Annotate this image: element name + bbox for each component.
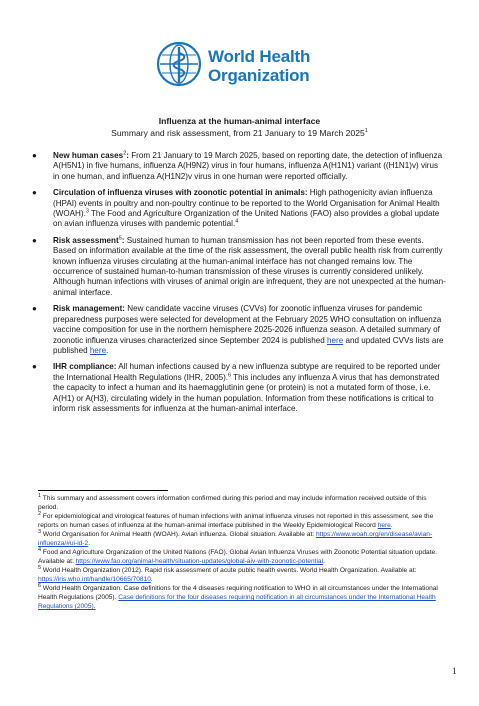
footnote-ref: 6 (228, 372, 232, 379)
footnote-ref: 5 (118, 235, 122, 242)
footnote-ref: 2 (123, 150, 127, 157)
footnote-ref: 3 (85, 208, 89, 215)
document-subtitle: Summary and risk assessment, from 21 January to 19 March 2025$^1$ (111, 128, 368, 138)
page-number: 1 (452, 666, 457, 676)
bullet-text: All human infections caused by a new influenza subtype are required to be reported under the International Health Regulations (IHR, 2005). (53, 362, 441, 382)
bullet-icon: ● (32, 304, 37, 314)
bullet-text: Sustained human to human transmission has not been reported from these events. Based on information available at the time of the risk assessment, the overall public health risk from currently known influenza viruses circulating at the human-animal interface has not changed remains low. The occurrence of sustained human-to-human transmission of these viruses is currently considered unlikely. Although human infections with viruses of animal origin are infrequent, they are not unexpected at the human-animal interface. (53, 235, 446, 297)
bullet-text: From 21 January to 19 March 2025, based on reporting date, the detection of influenza A(H5N1) in five humans, influenza A(H9N2) virus in four humans, influenza A(H1N1) variant ((H1N1)v) virus in one human, and influenza A(H1N2)v virus in one human were reported officially. (53, 151, 443, 181)
bullet-new-human-cases: ● New human cases$^2$: From 21 January to 19 March 2025, based on reporting date, the detection of influenza A(H5N1) in five humans, influenza A(H9N2) virus in four humans, influenza A(H1N1) variant ((H1N1)v) virus in one human, and influenza A(H1N2)v virus in one human were reported officially. (32, 150, 443, 181)
footnote-3: $^3$ World Organisation for Animal Health (WOAH). Avian influenza. Global situation. Available at: https://www.woah.org/en/disease/avian-influenza/#ui-id-2. (38, 529, 433, 547)
bullet-label: Risk management: (53, 304, 125, 314)
bullet-label: Circulation of influenza viruses with zoonotic potential in animals: (53, 188, 308, 198)
footnote-ref: 4 (235, 218, 239, 225)
bullet-risk-assessment: ● Risk assessment$^5$: Sustained human to human transmission has not been reported from these events. Based on information available at the time of the risk assessment, the overall public health risk from currently known influenza viruses circulating at the human-animal interface has not changed remains low. The occurrence of sustained human-to-human transmission of these viruses is currently considered unlikely. Although human infections with viruses of animal origin are infrequent, they are not unexpected at the human-animal interface. (32, 235, 446, 297)
bullet-icon: ● (32, 362, 37, 372)
footnotes (38, 492, 448, 612)
document-title: Influenza at the human-animal interface (158, 116, 321, 126)
bullet-text: High pathogenicity avian influenza (HPAI) events in poultry and non-poultry continue to be reported to the World Organisation for Animal Health (WOAH). (53, 188, 440, 219)
footnote-2: $^2$ For epidemiological and virological features of human infections with animal influenza viruses not reported in this assessment, see the reports on human cases of influenza at the human-animal interface published in the Weekly Epidemiological Record here. (38, 510, 434, 529)
cvv-list-link[interactable]: here (89, 345, 107, 355)
fao-link[interactable]: https://www.fao.org/animal-health/situation-updates/global-aiv-with-zoonotic-potential (75, 558, 324, 566)
bullet-label: Risk assessment (53, 235, 119, 245)
bullet-icon: ● (32, 151, 37, 160)
woah-link[interactable]: https://www.woah.org/en/disease/avian-influenza/#ui-id-2 (38, 531, 433, 547)
iris-link[interactable]: https://iris.who.int/handle/10665/70810 (38, 576, 151, 584)
who-emblem-icon (156, 41, 202, 92)
who-wordmark: World Health Organization (208, 47, 311, 85)
footnote-6: $^6$ World Health Organization. Case definitions for the 4 diseases requiring notification to WHO in all circumstances under the International Health Regulations (2005). Case definitions for the four diseases requiring notification in all circumstances under the International Health Regulations (2005). (38, 583, 438, 611)
bullet-icon: ● (32, 235, 37, 245)
wer-link[interactable]: here (377, 521, 391, 529)
footnote-4: $^4$ Food and Agriculture Organization of the United Nations (FAO). Global Avian Influenza Viruses with Zoonotic Potential situation update. Available at: https://www.fao.org/animal-health/situation-updates/global-aiv-with-zoonotic-potential. (38, 547, 438, 566)
who-logo (156, 40, 336, 92)
bullet-ihr-compliance: ● IHR compliance: All human infections caused by a new influenza subtype are required to be reported under the International Health Regulations (IHR, 2005).$^6$ This includes any influenza A virus that has demonstrated the capacity to infect a human and its haemagglutinin gene (or protein) is not a mutated form of those, i.e. A(H1) or A(H3), circulating widely in the human population. Information from these notifications is critical to inform risk assessments for influenza at the human-animal interface. (32, 362, 441, 413)
summary-bullets (28, 151, 446, 420)
bullet-label: IHR compliance: (53, 362, 117, 372)
bullet-label: New human cases (53, 151, 124, 160)
ihr-case-definitions-link[interactable]: Case definitions for the four diseases requiring notification in all circumstances under the International Health Regulations (2005). (38, 594, 436, 611)
footnote-ref: 1 (364, 128, 368, 135)
bullet-text: New candidate vaccine viruses (CVVs) for zoonotic influenza viruses for pandemic preparedness purposes were selected for development at the February 2025 WHO consultation on influenza vaccine composition for use in the northern hemisphere 2025-2026 influenza season. A detailed summary of zoonotic influenza viruses characterized since September 2024 is published (53, 304, 442, 345)
summary-link[interactable]: here (327, 335, 344, 345)
footnote-5: $^5$ World Health Organization (2012). Rapid risk assessment of acute public health events. World Health Organization. Available at: https://iris.who.int/handle/10665/70810. (38, 565, 417, 584)
footnote-divider (38, 490, 168, 491)
bullet-risk-management: ● Risk management: New candidate vaccine viruses (CVVs) for zoonotic influenza viruses for pandemic preparedness purposes were selected for development at the February 2025 WHO consultation on influenza vaccine composition for use in the northern hemisphere 2025-2026 influenza season. A detailed summary of zoonotic influenza viruses characterized since September 2024 is published here and updated CVVs lists are published here. (32, 304, 444, 355)
bullet-icon: ● (32, 188, 37, 198)
footnote-1: $^1$ This summary and assessment covers information confirmed during this period and may include information received outside of this period. (38, 492, 427, 511)
bullet-circulation: ● Circulation of influenza viruses with zoonotic potential in animals: High pathogenicity avian influenza (HPAI) events in poultry and non-poultry continue to be reported to the World Organisation for Animal Health (WOAH).$^3$ The Food and Agriculture Organization of the United Nations (FAO) also provides a global update on avian influenza viruses with pandemic potential.$^4$ (32, 188, 440, 229)
